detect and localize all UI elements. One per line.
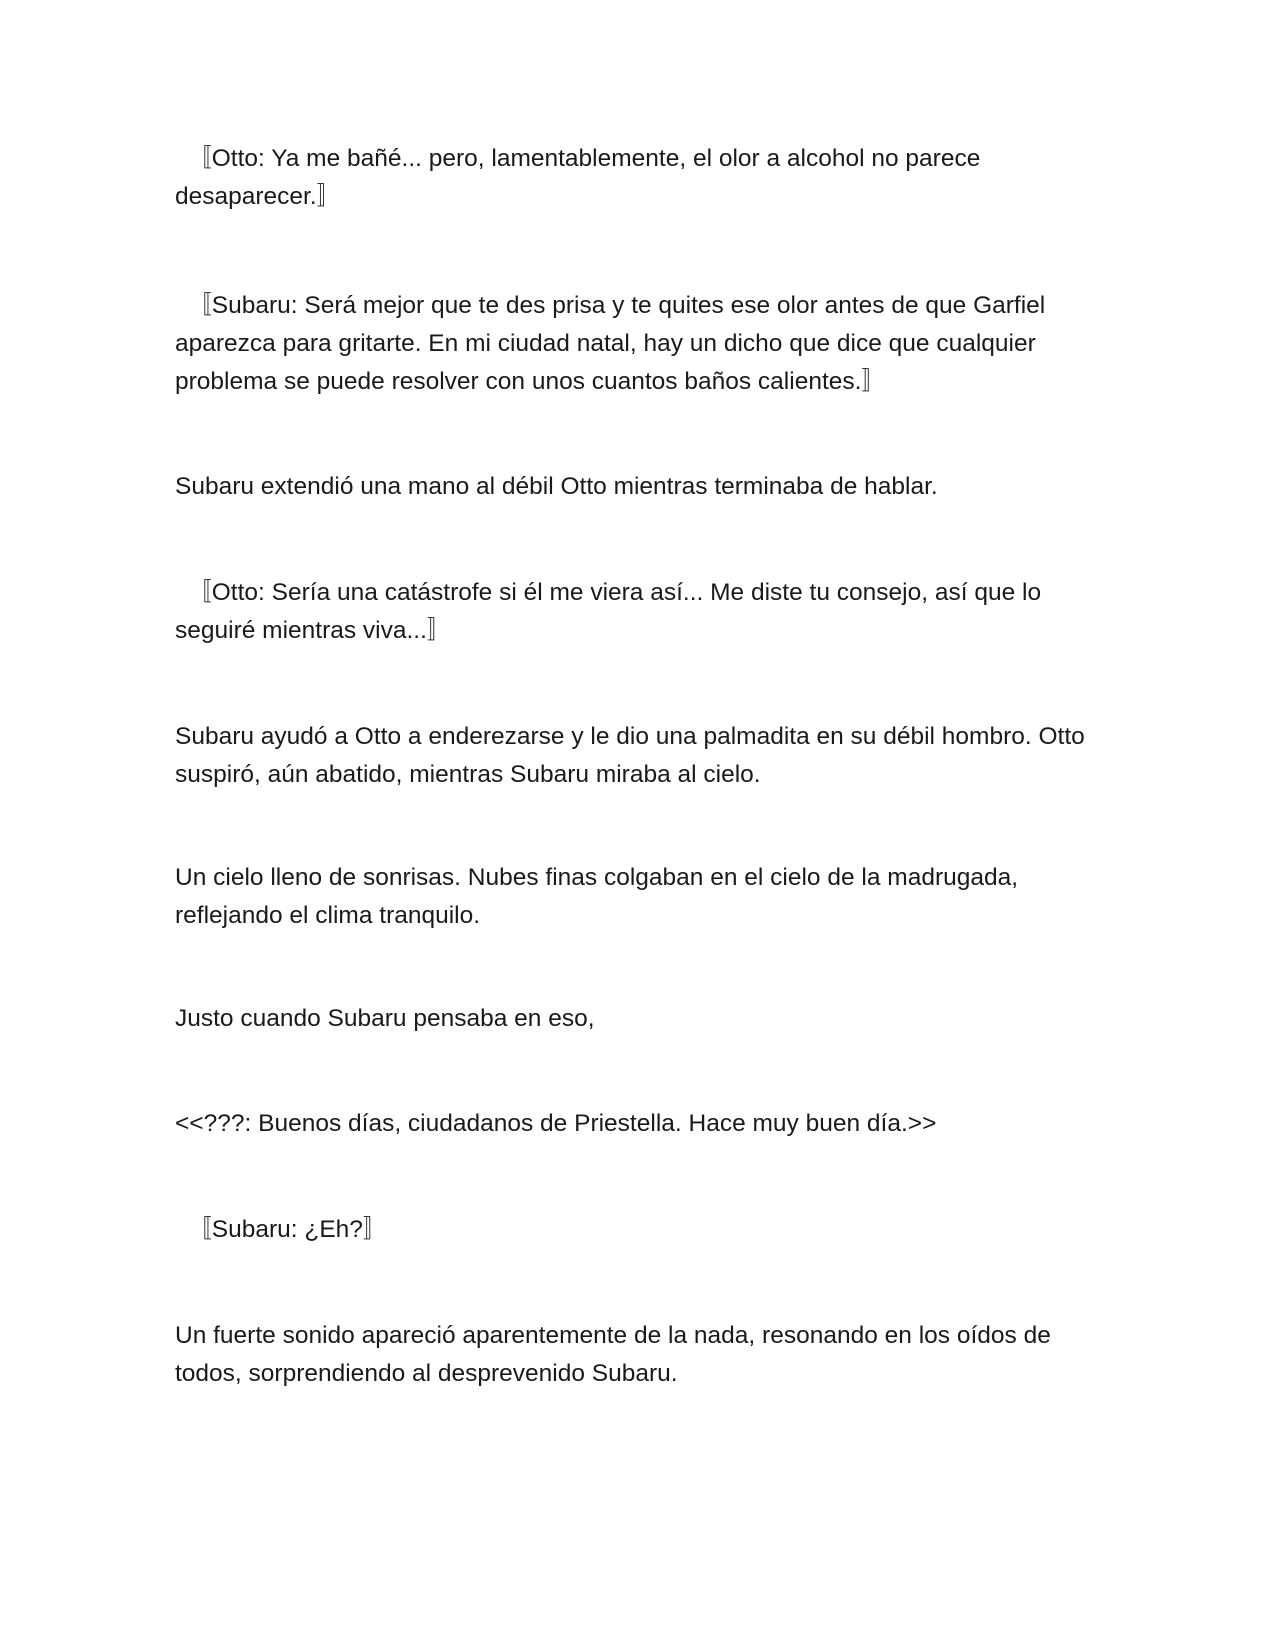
paragraph-subaru-advice: 〚Subaru: Será mejor que te des prisa y te quites ese olor antes de que Garfiel aparezca para gritarte. En mi ciudad natal, hay un dicho que dice que cualquier problema se puede resolver con unos cuantos baños calientes.〛 bbox=[175, 292, 1046, 395]
paragraph-otto-catastrophe: 〚Otto: Sería una catástrofe si él me viera así... Me diste tu consejo, así que lo seguiré mientras viva...〛 bbox=[175, 579, 1042, 644]
paragraph-subaru-helps: Subaru ayudó a Otto a enderezarse y le dio una palmadita en su débil hombro. Otto suspiró, aún abatido, mientras Subaru miraba al cielo. bbox=[175, 723, 1085, 788]
paragraph-subaru-eh: 〚Subaru: ¿Eh?〛 bbox=[175, 1216, 388, 1243]
paragraph-thinking: Justo cuando Subaru pensaba en eso, bbox=[175, 1005, 595, 1032]
paragraph-subaru-hand: Subaru extendió una mano al débil Otto mientras terminaba de hablar. bbox=[175, 473, 938, 500]
paragraph-loud-sound: Un fuerte sonido apareció aparentemente de la nada, resonando en los oídos de todos, sorprendiendo al desprevenido Subaru. bbox=[175, 1322, 1051, 1387]
paragraph-sky: Un cielo lleno de sonrisas. Nubes finas colgaban en el cielo de la madrugada, reflejando el clima tranquilo. bbox=[175, 864, 1019, 929]
paragraph-otto-bath: 〚Otto: Ya me bañé... pero, lamentablemente, el olor a alcohol no parece desaparecer.〛 bbox=[175, 145, 981, 210]
paragraph-announcement: <<???: Buenos días, ciudadanos de Priestella. Hace muy buen día.>> bbox=[175, 1110, 937, 1137]
